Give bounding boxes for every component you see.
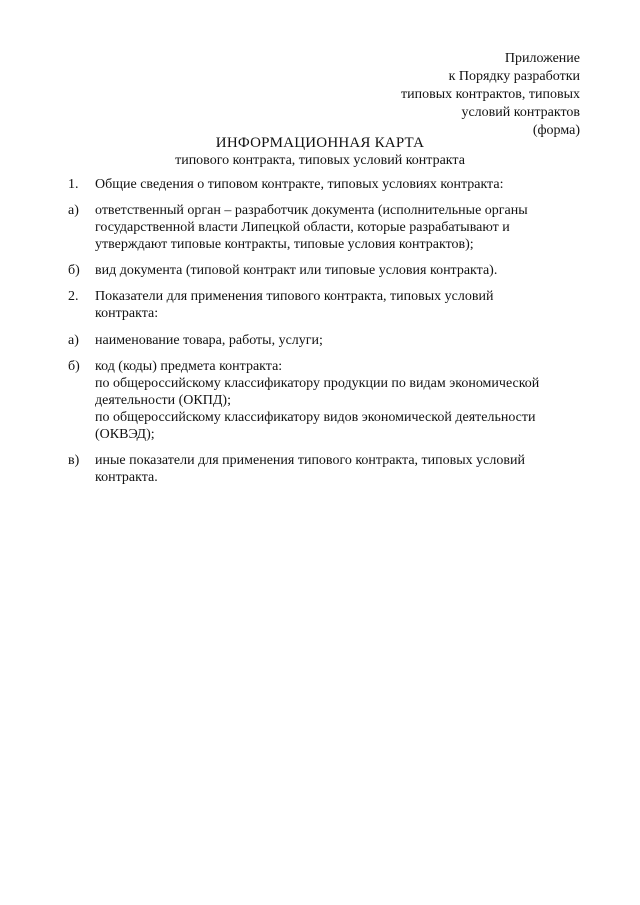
item-line: вид документа (типовой контракт или типовые условия контракта).: [95, 263, 498, 278]
section-item: [68, 288, 588, 322]
item-text: [95, 358, 588, 443]
item-line: код (коды) предмета контракта:: [95, 359, 283, 374]
section-item: [68, 358, 588, 443]
appendix-line: к Порядку разработки: [448, 69, 580, 84]
item-marker: а): [68, 333, 79, 348]
item-marker: 2.: [68, 289, 79, 304]
item-line: контракта.: [95, 470, 158, 485]
item-line: (ОКВЭД);: [95, 427, 155, 442]
appendix-block: [401, 50, 580, 140]
appendix-line: (форма): [532, 123, 580, 138]
section-item: [68, 452, 588, 486]
item-text: [95, 176, 588, 193]
appendix-line: типовых контрактов, типовых: [401, 87, 580, 102]
item-line: государственной власти Липецкой области, которые разрабатывают и: [95, 220, 510, 235]
section-item: [68, 176, 588, 193]
document-subtitle: типового контракта, типовых условий контракта: [175, 153, 465, 168]
item-line: деятельности (ОКПД);: [95, 393, 231, 408]
appendix-line: Приложение: [504, 51, 580, 66]
item-marker: б): [68, 263, 80, 278]
item-line: ответственный орган – разработчик документа (исполнительные органы: [95, 203, 528, 218]
item-text: [95, 332, 588, 349]
item-marker: а): [68, 203, 79, 218]
item-line: по общероссийскому классификатору продукции по видам экономической: [95, 376, 540, 391]
item-line: утверждают типовые контракты, типовые условия контрактов);: [95, 237, 474, 252]
item-line: контракта:: [95, 306, 159, 321]
section-item: [68, 202, 588, 253]
item-line: Показатели для применения типового контракта, типовых условий: [95, 289, 494, 304]
item-line: Общие сведения о типовом контракте, типовых условиях контракта:: [95, 177, 504, 192]
item-marker: 1.: [68, 177, 79, 192]
appendix-line: условий контрактов: [461, 105, 580, 120]
section-item: [68, 262, 588, 279]
section-item: [68, 332, 588, 349]
item-text: [95, 452, 588, 486]
item-marker: в): [68, 453, 80, 468]
item-marker: б): [68, 359, 80, 374]
document-title: ИНФОРМАЦИОННАЯ КАРТА: [215, 135, 425, 151]
item-text: [95, 262, 588, 279]
item-line: по общероссийскому классификатору видов экономической деятельности: [95, 410, 536, 425]
item-line: наименование товара, работы, услуги;: [95, 333, 323, 348]
item-text: [95, 202, 588, 253]
item-text: [95, 288, 588, 322]
item-line: иные показатели для применения типового контракта, типовых условий: [95, 453, 525, 468]
